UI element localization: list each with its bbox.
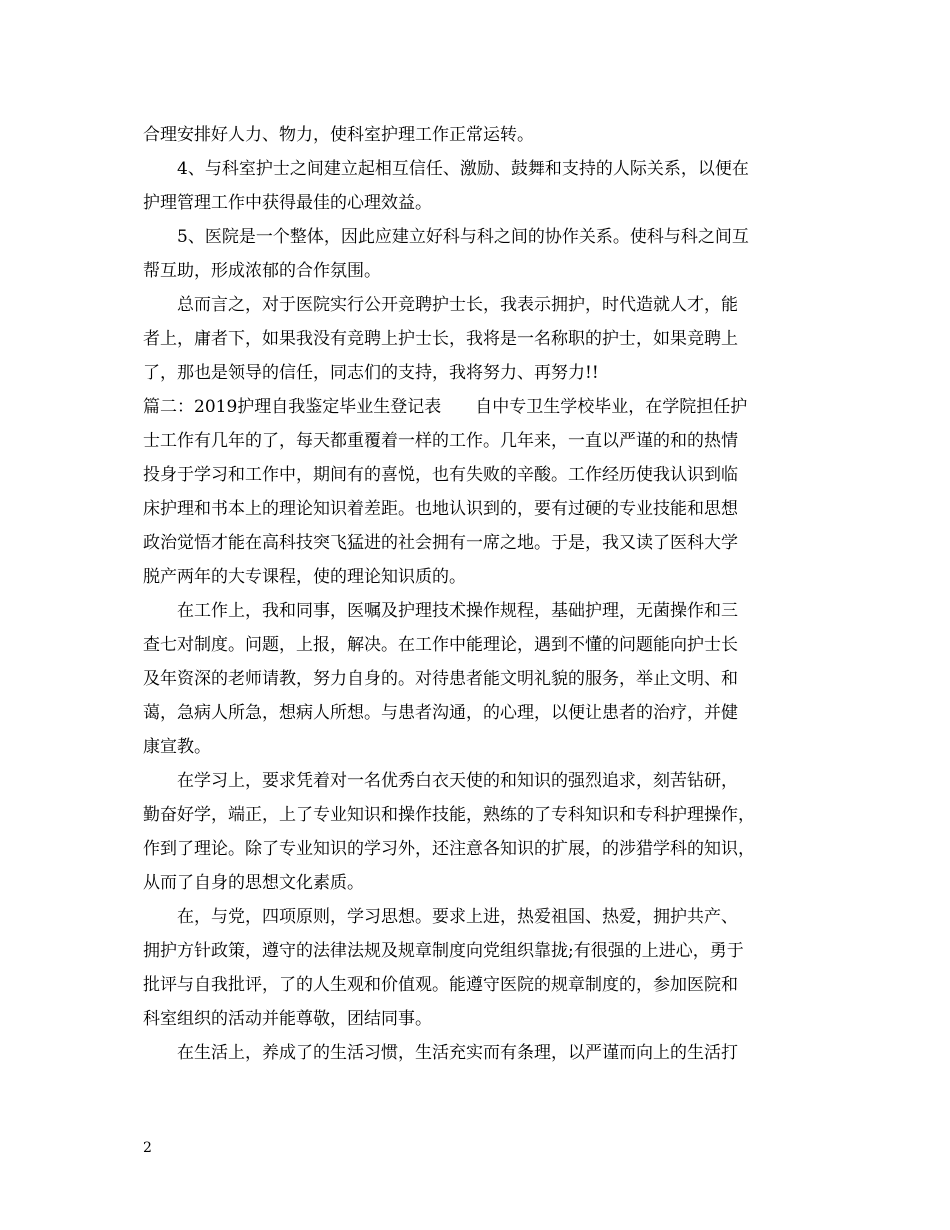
text-line: 蔼，急病人所急，想病人所想。与患者沟通，的心理，以便让患者的治疗，并健 [143, 703, 738, 723]
text-line: 士工作有几年的了，每天都重覆着一样的工作。几年来，一直以严谨的和的热情 [143, 431, 738, 451]
text-line: 及年资深的老师请教，努力自身的。对待患者能文明礼貌的服务，举止文明、和 [143, 669, 738, 689]
text-line: 合理安排好人力、物力，使科室护理工作正常运转。 [143, 125, 534, 145]
text-line: 政治觉悟才能在高科技突飞猛进的社会拥有一席之地。于是，我又读了医科大学 [143, 533, 738, 553]
text-line: 从而了自身的思想文化素质。 [143, 873, 364, 893]
text-line: 篇二：2019护理自我鉴定毕业生登记表 自中专卫生学校毕业，在学院担任护 [143, 397, 748, 417]
page-number: 2 [143, 1140, 152, 1156]
text-line: 4、与科室护士之间建立起相互信任、激励、鼓舞和支持的人际关系，以便在 [177, 159, 749, 179]
text-line: 作到了理论。除了专业知识的学习外，还注意各知识的扩展，的涉猎学科的知识， [143, 839, 755, 859]
body-text [143, 118, 823, 1070]
text-line: 了，那也是领导的信任，同志们的支持，我将努力、再努力!! [143, 363, 599, 383]
text-line: 脱产两年的大专课程，使的理论知识质的。 [143, 567, 466, 587]
text-line: 科室组织的活动并能尊敬，团结同事。 [143, 1009, 432, 1029]
text-line: 拥护方针政策，遵守的法律法规及规章制度向党组织靠拢;有很强的上进心，勇于 [143, 941, 744, 961]
text-line: 帮互助，形成浓郁的合作氛围。 [143, 261, 381, 281]
text-line: 在生活上，养成了的生活习惯，生活充实而有条理，以严谨而向上的生活打 [177, 1043, 738, 1063]
text-line: 5、医院是一个整体，因此应建立好科与科之间的协作关系。使科与科之间互 [177, 227, 749, 247]
text-line: 勤奋好学，端正，上了专业知识和操作技能，熟练的了专科知识和专科护理操作， [143, 805, 755, 825]
text-line: 总而言之，对于医院实行公开竞聘护士长，我表示拥护，时代造就人才，能 [177, 295, 738, 315]
text-line: 者上，庸者下，如果我没有竞聘上护士长，我将是一名称职的护士，如果竞聘上 [143, 329, 738, 349]
text-line: 查七对制度。问题，上报，解决。在工作中能理论，遇到不懂的问题能向护士长 [143, 635, 738, 655]
text-line: 在学习上，要求凭着对一名优秀白衣天使的和知识的强烈追求，刻苦钻研， [177, 771, 738, 791]
text-line: 康宣教。 [143, 737, 211, 757]
text-line: 批评与自我批评，了的人生观和价值观。能遵守医院的规章制度的，参加医院和 [143, 975, 738, 995]
text-line: 在，与党，四项原则，学习思想。要求上进，热爱祖国、热爱，拥护共产、 [177, 907, 738, 927]
text-line: 护理管理工作中获得最佳的心理效益。 [143, 193, 432, 213]
text-line: 床护理和书本上的理论知识着差距。也地认识到的，要有过硬的专业技能和思想 [143, 499, 738, 519]
text-line: 投身于学习和工作中，期间有的喜悦，也有失败的辛酸。工作经历使我认识到临 [143, 465, 738, 485]
text-line: 在工作上，我和同事，医嘱及护理技术操作规程，基础护理，无菌操作和三 [177, 601, 738, 621]
